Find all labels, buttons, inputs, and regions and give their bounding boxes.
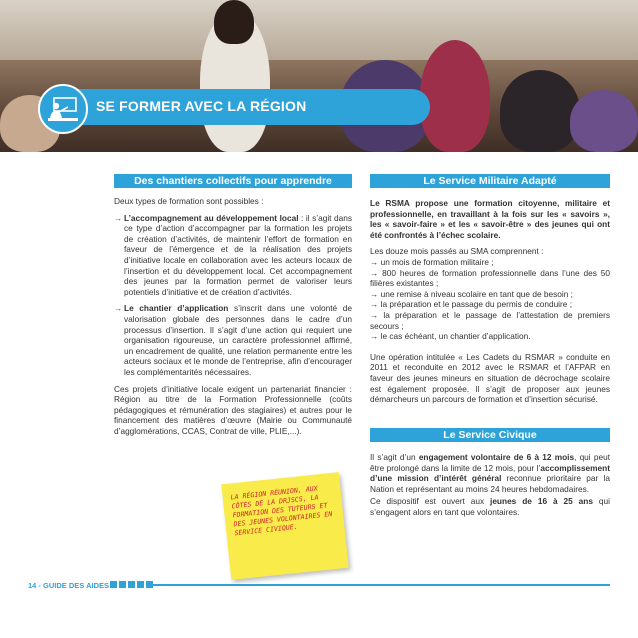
right-column-text-rsma [370, 198, 610, 411]
rsma-list-item: → 800 heures de formation professionnelle dans l’une des 50 filières existantes ; [370, 267, 610, 289]
civic-text: reconnue prioritaire par la Nation et représentant au moins 24 heures hebdomadaires. [370, 473, 610, 494]
civic-strong-text: jeunes de 16 à 25 ans [490, 496, 593, 507]
bullet-body-text: s’inscrit dans une volonté de valorisation globale des personnes dans le cadre d’un processus d’insertion. Il s’agit d’une action qui requiert une organisation rigoureuse, un caractère professionnel affirmé, un encadrement de qualité, une relation permanente entre les acteurs sociaux et le monde de l’entreprise, afin d’encourager les complémentarités nécessaires. [124, 303, 352, 377]
teacher-board-icon [48, 96, 78, 122]
header-photo [0, 0, 638, 152]
civic-strong-text: engagement volontaire de 6 à 12 mois [418, 452, 575, 462]
footer-square [119, 581, 126, 588]
left-column-heading: Des chantiers collectifs pour apprendre [114, 174, 352, 188]
bullet-body-text: : il s’agit dans ce type d’action d’accompagner par la formation les projets de création d’activités, de maintenir l’effort de formation en faveur de l’émergence et de la réalisation des projets d’initiative locale en collaboration avec les acteurs locaux de l’insertion et du développement local. Cet accompagnement des jeunes par la formation permet de valoriser leurs potentiels d’initiative et de création d’activités. [124, 212, 352, 297]
rsma-cadets-paragraph: Une opération intitulée « Les Cadets du RSMAR » conduite en 2011 et reconduite en 2012 avec le RSMAR et l’AFPAR en faveur des jeunes mineurs en situation de décrochage scolaire est également proposée. Il s’agit de proposer aux jeunes démarcheurs un parcours de formation et d’insertion sécurisé. [370, 351, 610, 405]
footer-square [128, 581, 135, 588]
sticky-note [221, 472, 348, 580]
left-column-text [114, 196, 352, 442]
civic-strong-text: accomplissement d’une mission d’intérêt général [370, 462, 610, 484]
closing-paragraph: Ces projets d’initiative locale exigent un partenariat financier : Région au titre de la Formation Professionnelle (coûts pédagogiques et rémunération des stagiaires) et autres pour le financement des matières d’œuvre (Mairie ou Communauté d’agglomérations, CCAS, Contrat de ville, PLIE,...). [114, 383, 352, 436]
photo-person [214, 0, 254, 44]
civic-text: Il s’agit d’un [370, 452, 419, 462]
banner-icon-circle [38, 84, 88, 134]
civic-text: qui s’engagent alors en tant que volontaires. [370, 496, 610, 517]
right-column-text-civic [370, 452, 610, 524]
footer-rule [150, 584, 610, 586]
photo-person [500, 70, 580, 152]
rsma-list-item: → la préparation et le passage du permis de conduire ; [370, 299, 573, 310]
rsma-list-item: → un mois de formation militaire ; [370, 256, 494, 267]
photo-person [420, 40, 490, 152]
bullet-strong-text: Le chantier d’application [124, 303, 229, 314]
page-title: SE FORMER AVEC LA RÉGION [96, 98, 307, 114]
bullet-application-site [114, 303, 352, 377]
right-column-heading-civic: Le Service Civique [370, 428, 610, 442]
sticky-note-text: LA RÉGION RÉUNION, AUX CÔTÉS DE LA DRJSCS, LA FORMATION DES TUTEURS ET DES JEUNES VOLONTAIRES EN SERVICE CIVIQUE. [230, 484, 333, 538]
right-column-heading-rsma: Le Service Militaire Adapté [370, 174, 610, 188]
arrow-right-icon: → [114, 212, 123, 223]
photo-background-wall [0, 0, 638, 60]
rsma-list-intro: Les douze mois passés au SMA comprennent : [370, 246, 544, 257]
civic-text: Ce dispositif est ouvert aux [370, 496, 491, 507]
bullet-strong-text: L’accompagnement au développement local [124, 212, 299, 223]
rsma-list-item: → une remise à niveau scolaire en tant que de besoin ; [370, 288, 573, 299]
arrow-right-icon: → [114, 303, 123, 314]
rsma-list-item: → la préparation et le passage de l’attestation de premiers secours ; [370, 309, 610, 331]
civic-text: , qui peut être prolongé dans la limite de 12 mois, pour l’ [370, 452, 610, 473]
civic-paragraph-2 [370, 496, 610, 517]
footer-square [110, 581, 117, 588]
civic-paragraph-1 [370, 452, 610, 494]
rsma-intro: Le RSMA propose une formation citoyenne, militaire et professionnelle, en travaillant à la fois sur les « savoirs », les « savoir-faire » et les « savoir-être » des jeunes qui ont été confrontés à l’échec scolaire. [370, 198, 610, 240]
rsma-list-item: → le cas échéant, un chantier d’application. [370, 331, 531, 342]
footer-decoration [110, 581, 153, 588]
footer-square [137, 581, 144, 588]
intro-paragraph: Deux types de formation sont possibles : [114, 196, 264, 206]
photo-person [570, 90, 638, 152]
page-footer-label: 14 - GUIDE DES AIDES [28, 581, 109, 590]
bullet-local-development [114, 213, 352, 298]
